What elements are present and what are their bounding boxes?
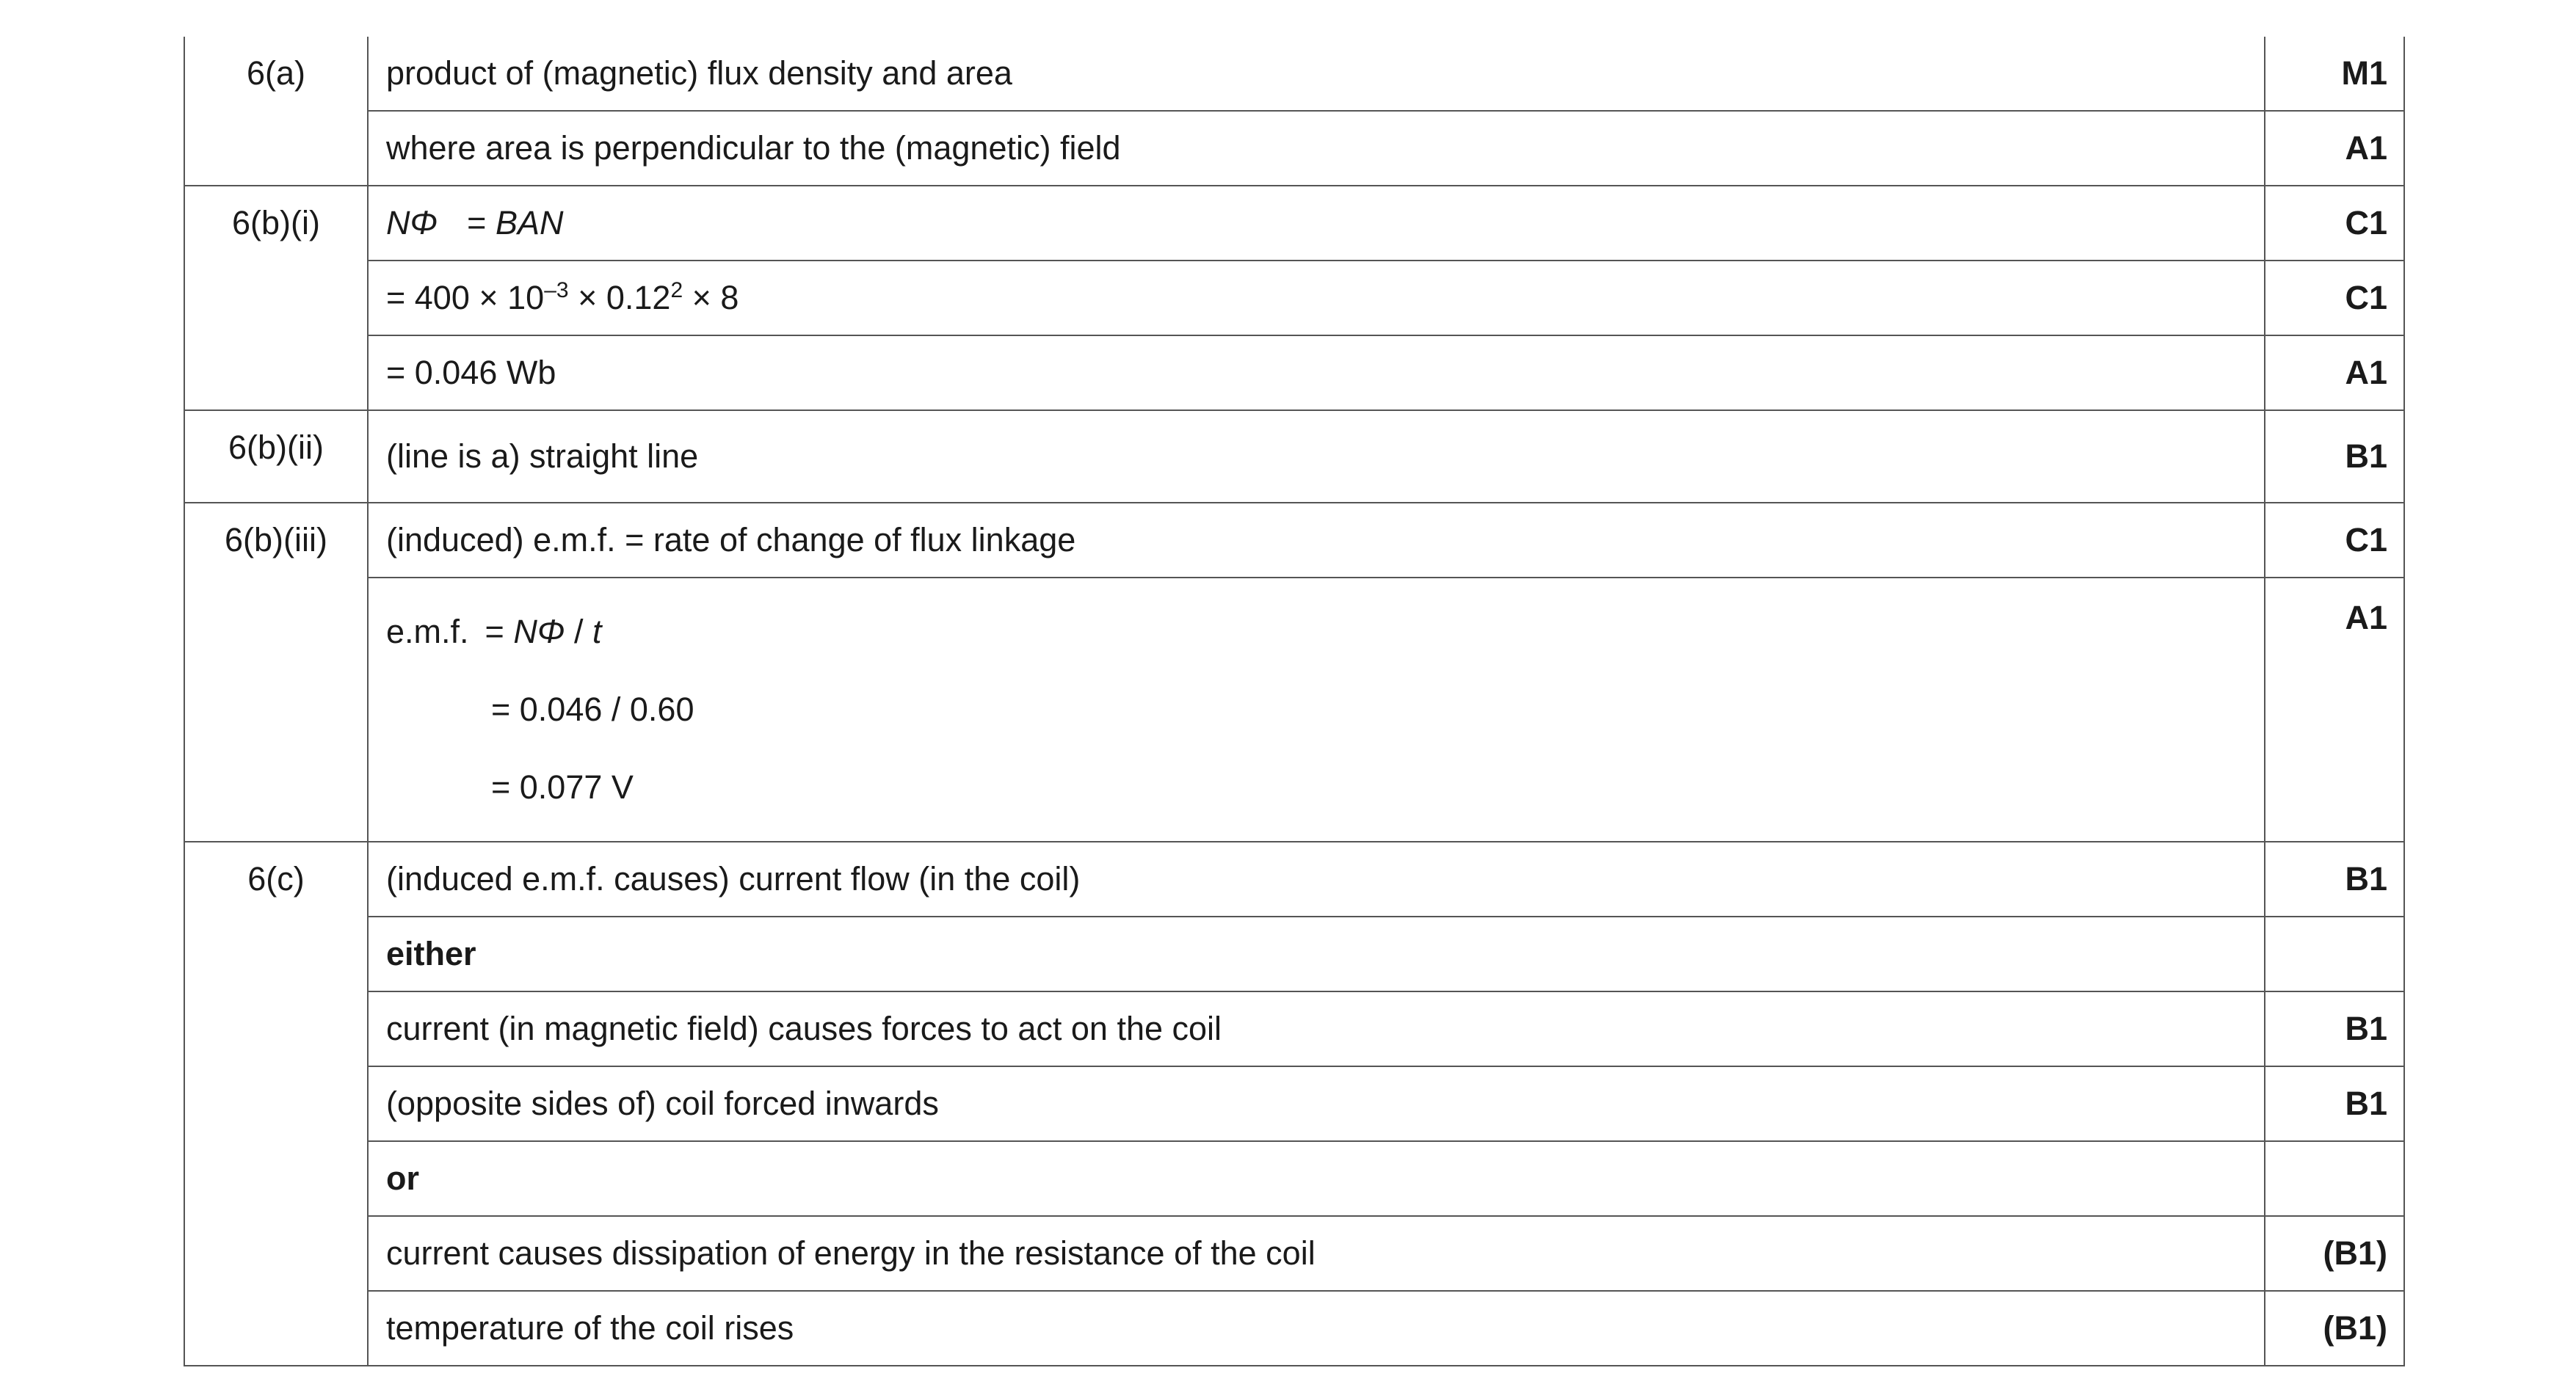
- mark-code: (B1): [2265, 1216, 2404, 1291]
- question-number: 6(b)(i): [184, 186, 368, 410]
- answer-text: current (in magnetic field) causes forces to act on the coil: [368, 991, 2265, 1066]
- mark-code: [2265, 1141, 2404, 1216]
- mark-code: B1: [2265, 1066, 2404, 1141]
- table-row: [184, 186, 2404, 261]
- table-row: [184, 261, 2404, 335]
- table-row: [184, 503, 2404, 578]
- table-row: [184, 1066, 2404, 1141]
- equation-rhs: = BAN: [467, 204, 564, 241]
- table-row: [184, 1291, 2404, 1366]
- answer-connector: or: [368, 1141, 2265, 1216]
- table-row: [184, 578, 2404, 842]
- answer-text: where area is perpendicular to the (magnetic) field: [368, 111, 2265, 186]
- table-row: [184, 111, 2404, 186]
- working-line: = 0.046 / 0.60: [491, 691, 694, 728]
- working-line: e.m.f. = NΦ / t: [386, 613, 602, 650]
- mark-code: M1: [2265, 37, 2404, 111]
- answer-text: = $400 \times 10^{-3} \times 0.12^2 \times 8$: [368, 261, 2265, 335]
- question-number: 6(a): [184, 37, 368, 186]
- answer-text: = 0.046 Wb: [368, 335, 2265, 410]
- table-row: [184, 991, 2404, 1066]
- answer-text: temperature of the coil rises: [368, 1291, 2265, 1366]
- answer-text: (induced e.m.f. causes) current flow (in the coil): [368, 842, 2265, 917]
- mark-code: C1: [2265, 186, 2404, 261]
- table-row: [184, 842, 2404, 917]
- mark-code: [2265, 917, 2404, 991]
- mark-code: A1: [2265, 111, 2404, 186]
- question-number: 6(b)(iii): [184, 503, 368, 842]
- mark-code: A1: [2265, 578, 2404, 842]
- answer-text: current causes dissipation of energy in the resistance of the coil: [368, 1216, 2265, 1291]
- question-number: 6(c): [184, 842, 368, 1366]
- answer-text: [368, 186, 2265, 261]
- question-number: 6(b)(ii): [184, 410, 368, 503]
- mark-code: A1: [2265, 335, 2404, 410]
- table-row: [184, 1216, 2404, 1291]
- mark-code: B1: [2265, 991, 2404, 1066]
- mark-code: (B1): [2265, 1291, 2404, 1366]
- table-row: [184, 335, 2404, 410]
- working-line: = 0.077 V: [491, 768, 634, 806]
- mark-code: C1: [2265, 261, 2404, 335]
- answer-text: (opposite sides of) coil forced inwards: [368, 1066, 2265, 1141]
- equation-lhs: NΦ: [386, 204, 438, 241]
- mark-code: C1: [2265, 503, 2404, 578]
- answer-text: product of (magnetic) flux density and area: [368, 37, 2265, 111]
- table-row: [184, 917, 2404, 991]
- table-row: [184, 1141, 2404, 1216]
- mark-scheme-table: [184, 37, 2405, 1366]
- table-row: [184, 37, 2404, 111]
- answer-text: (line is a) straight line: [368, 410, 2265, 503]
- mark-code: B1: [2265, 842, 2404, 917]
- answer-text: (induced) e.m.f. = rate of change of flux linkage: [368, 503, 2265, 578]
- mark-code: B1: [2265, 410, 2404, 503]
- answer-working: [368, 578, 2265, 842]
- table-row: [184, 410, 2404, 503]
- answer-connector: either: [368, 917, 2265, 991]
